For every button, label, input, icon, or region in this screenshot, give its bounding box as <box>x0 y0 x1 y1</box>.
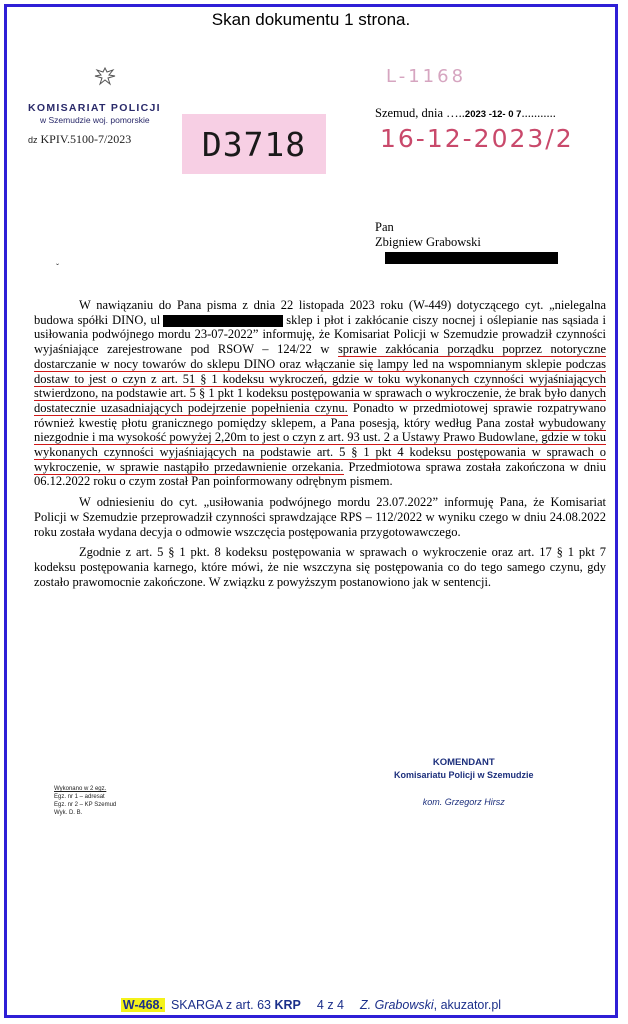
paragraph-2: W odniesieniu do cyt. „usiłowania podwójnego mordu 23.07.2022” informuję Pana, że Komisariat Policji w Szemudzie przeprowadził czynności sprawdzające RPS – 112/2022 w wyniku czego w dniu 24.08.2022 roku została wydana decyja o odmowie wszczęcia postępowania przygotowawczego. <box>34 495 606 539</box>
footer-text <box>171 998 301 1012</box>
footer-bar <box>7 994 615 1016</box>
copies-note <box>54 785 116 817</box>
handwritten-register-number: L-1168 <box>386 66 467 87</box>
footer-author-wrap <box>360 998 501 1012</box>
handwritten-date: 16-12-2023/2 <box>380 124 574 153</box>
p1-part-b: sklep i płot i zakłócanie ciszy nocnej i oślepianie nas sąsiada i usiłowania podwójnego mordu 23-07-2022” informuję, że Komisariat Policji w Szemudzie prowadził czynności wyjaśniające zarejestrowane pod RSOW – 124/22 w <box>34 312 606 357</box>
recipient-address <box>375 220 558 265</box>
recipient-name: Zbigniew Grabowski <box>375 235 481 249</box>
commander-title: KOMENDANT <box>432 757 495 768</box>
redacted-address <box>385 252 558 264</box>
letter-body <box>34 298 606 595</box>
p1-part-a: W nawiązaniu do Pana pisma z dnia 22 listopada 2023 roku (W-449) dotyczącego cyt. „nielegalna budowa spółki DINO, ul <box>34 298 606 327</box>
redacted-street <box>163 315 283 327</box>
stamped-date: 2023 -12- 0 7 <box>464 109 522 120</box>
margin-mark: ˇ <box>56 262 59 272</box>
banner-title: Skan dokumentu 1 strona. <box>211 10 411 29</box>
footer-site: , akuzator.pl <box>433 998 502 1012</box>
seal-line-1: KOMISARIAT POLICJI <box>28 102 161 114</box>
p1-part-d: Przedmiotowa sprawa została zakończona w dniu 06.12.2022 roku o czym został Pan poinformowany odrębnym pismem. <box>34 459 606 489</box>
seal-line-2: w Szemudzie woj. pomorskie <box>40 115 150 125</box>
paragraph-1 <box>34 298 606 489</box>
p1-underlined-2: wybudowany niezgodnie i ma wysokość powyżej 2,20m to jest o czyn z art. 93 ust. 2 a Ustawy Prawo Budowlane, gdzie w toku wykonanych czynności wyjaśniających na podstawie art. 5 § 1 pkt 4 kodeksu postępowania w sprawach o wykroczenie, w sprawie nastąpiło przedawnienie orzekania. <box>34 415 606 474</box>
footer-pages: 4 z 4 <box>316 998 345 1012</box>
copies-line-3: Egz. nr 2 – KP Szemud <box>54 802 117 808</box>
eagle-emblem-icon <box>93 66 117 86</box>
paragraph-3: Zgodnie z art. 5 § 1 pkt. 8 kodeksu postępowania w sprawach o wykroczenie oraz art. 17 § 1 pkt 7 kodeksu postępowania karnego, które mówi, że nie wszczyna się postępowania co do tego samego czynu, gdy zostało prawomocnie zakończone. W związku z powyższym postanowiono jak w sentencji. <box>34 545 606 589</box>
commander-stamp <box>394 756 534 809</box>
dz-prefix: dz <box>28 135 38 145</box>
footer-text-1: SKARGA z art. 63 <box>170 998 272 1012</box>
case-number-text: KPIV.5100-7/2023 <box>40 132 132 146</box>
document-scan <box>18 44 610 984</box>
salutation: Pan <box>375 220 394 234</box>
footer-text-krp: KRP <box>274 998 301 1012</box>
footer-author: Z. Grabowski <box>360 998 434 1012</box>
copies-line-1: Wykonano w 2 egz. <box>54 786 107 792</box>
police-seal <box>28 102 161 125</box>
case-number <box>28 132 131 147</box>
footer-code: W-468. <box>122 998 163 1012</box>
handwritten-stamp-code: D3718 <box>182 114 326 174</box>
commander-unit: Komisariatu Policji w Szemudzie <box>394 770 534 780</box>
p1-underlined-1: sprawie zakłócania porządku poprzez notoryczne dostarczanie w nocy towarów do sklepu DINO oraz włączanie się lampy led na wspomnianym sklepie podczas dostaw to jest o czyn z art. 51 § 1 kodeksu wykroczeń, gdzie w toku wykonanych czynności wyjaśniających stwierdzono, na podstawie art. 5 § 1 pkt 1 kodeksu postępowania w sprawach o wykroczenie, że brak było danych dostatecznie uzasadniających podejrzenie popełnienia czynu. <box>34 342 607 415</box>
copies-line-2: Egz. nr 1 – adresat <box>54 794 105 800</box>
p1-part-c: Ponadto w przedmiotowej sprawie rozpatrywano również kwestię płotu granicznego pomiędzy sklepem, a Pana posesją, który według Pana został <box>34 400 606 430</box>
place-tail: ........... <box>521 106 556 120</box>
place-label: Szemud, dnia ….. <box>375 106 465 120</box>
place-and-date <box>375 106 556 121</box>
commander-name: kom. Grzegorz Hirsz <box>422 797 505 807</box>
copies-line-4: Wyk. D. B. <box>54 810 83 816</box>
